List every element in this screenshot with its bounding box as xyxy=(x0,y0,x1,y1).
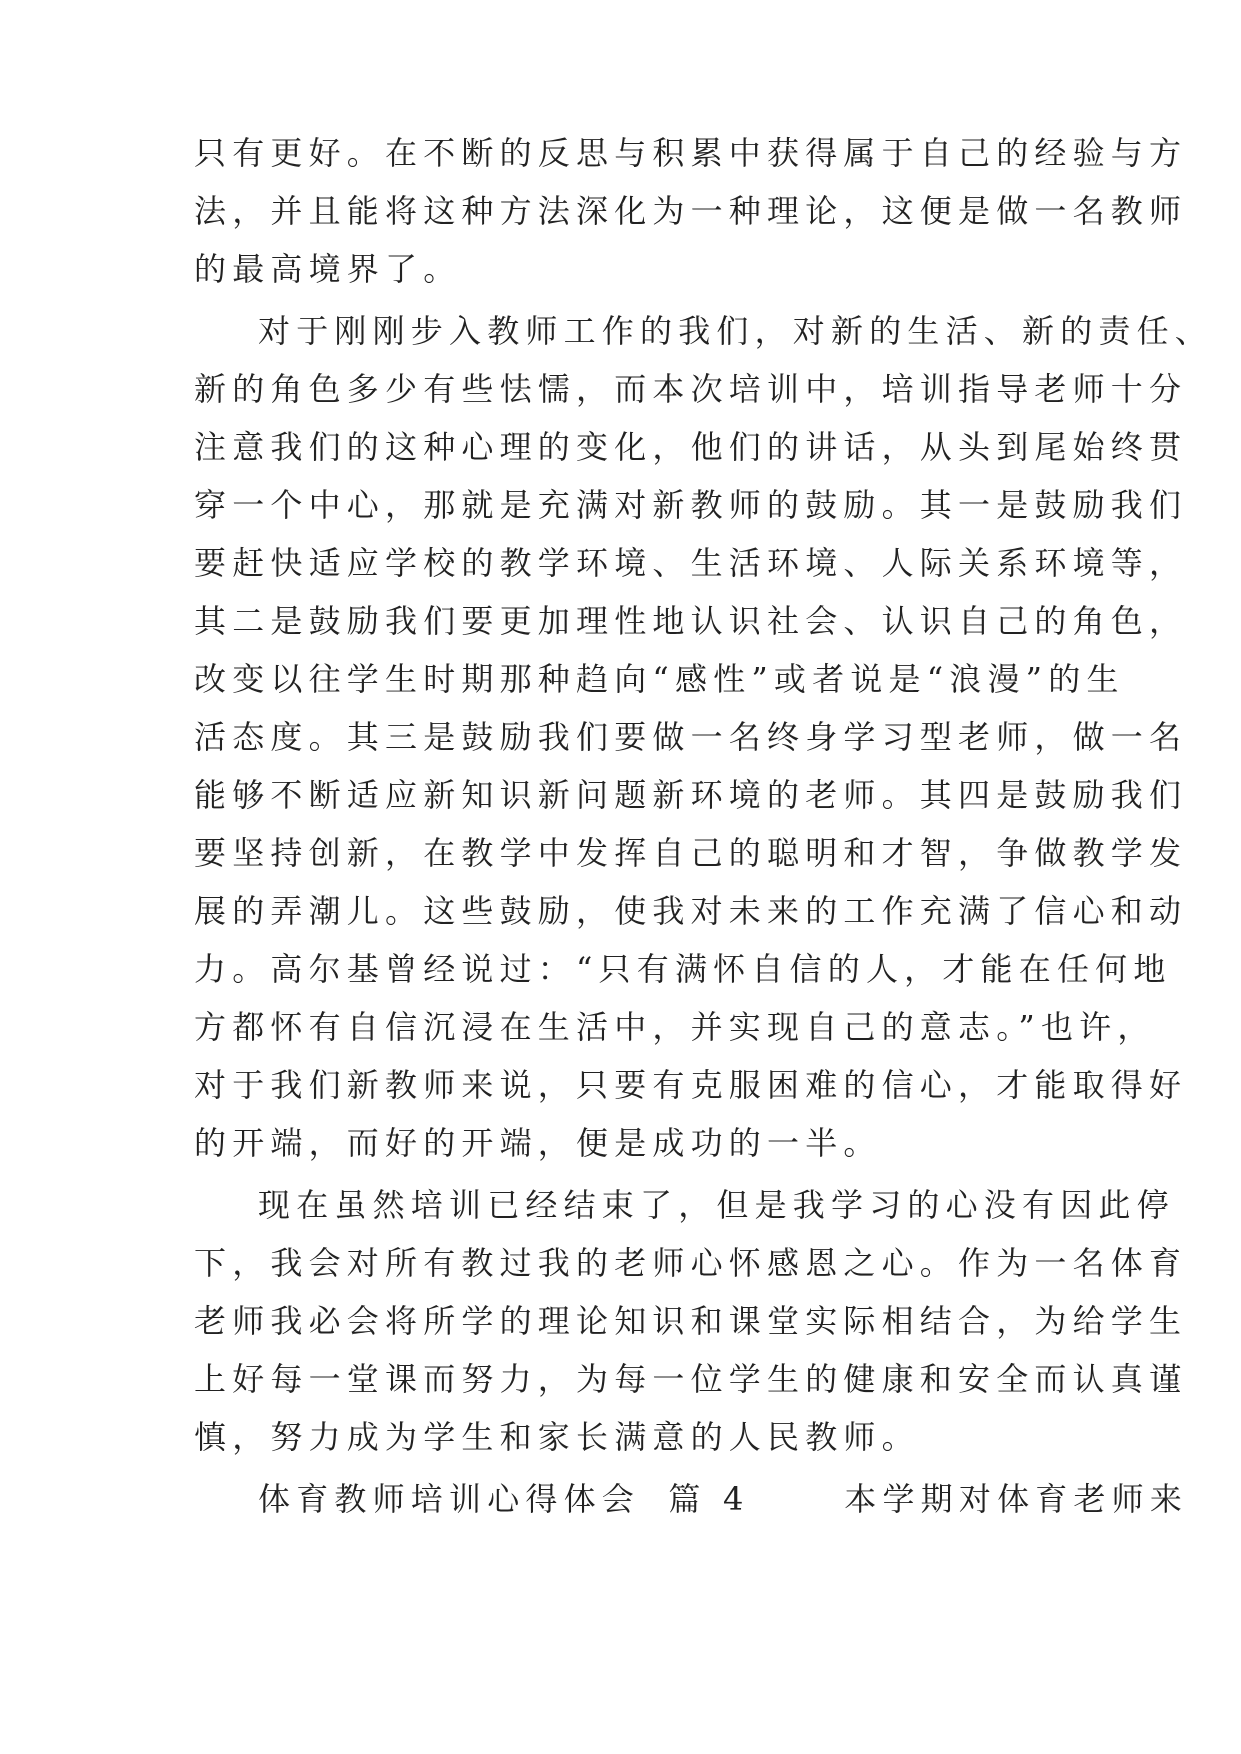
section-part-label: 篇 4 xyxy=(668,1480,750,1518)
text-line: 的开端，而好的开端，便是成功的一半。 xyxy=(194,1124,882,1162)
text-line: 活态度。其三是鼓励我们要做一名终身学习型老师，做一名 xyxy=(194,718,1188,756)
text-line: 只有更好。在不断的反思与积累中获得属于自己的经验与方 xyxy=(194,134,1188,172)
text-line: 能够不断适应新知识新问题新环境的老师。其四是鼓励我们 xyxy=(194,776,1188,814)
text-line: 要坚持创新，在教学中发挥自己的聪明和才智，争做教学发 xyxy=(194,834,1188,872)
text-line: 的最高境界了。 xyxy=(194,250,462,288)
text-line: 注意我们的这种心理的变化，他们的讲话，从头到尾始终贯 xyxy=(194,428,1188,466)
text-line: 新的角色多少有些怯懦，而本次培训中，培训指导老师十分 xyxy=(194,370,1188,408)
text-line: 慎，努力成为学生和家长满意的人民教师。 xyxy=(194,1418,920,1456)
text-line: 对于我们新教师来说，只要有克服困难的信心，才能取得好 xyxy=(194,1066,1188,1104)
text-line: 力。高尔基曾经说过：“只有满怀自信的人，才能在任何地 xyxy=(194,950,1172,988)
text-line: 穿一个中心，那就是充满对新教师的鼓励。其一是鼓励我们 xyxy=(194,486,1188,524)
text-line: 展的弄潮儿。这些鼓励，使我对未来的工作充满了信心和动 xyxy=(194,892,1188,930)
text-line: 下，我会对所有教过我的老师心怀感恩之心。作为一名体育 xyxy=(194,1244,1188,1282)
section-heading-line xyxy=(258,1470,1189,1528)
text-line: 改变以往学生时期那种趋向“感性”或者说是“浪漫”的生 xyxy=(194,660,1125,698)
text-line: 上好每一堂课而努力，为每一位学生的健康和安全而认真谨 xyxy=(194,1360,1188,1398)
text-line: 方都怀有自信沉浸在生活中，并实现自己的意志。”也许， xyxy=(194,1008,1156,1046)
text-line: 其二是鼓励我们要更加理性地认识社会、认识自己的角色， xyxy=(194,602,1188,640)
section-continuation-text: 本学期对体育老师来 xyxy=(844,1480,1189,1518)
section-title: 体育教师培训心得体会 xyxy=(258,1480,641,1518)
text-line: 法，并且能将这种方法深化为一种理论，这便是做一名教师 xyxy=(194,192,1188,230)
paragraph-first-line: 对于刚刚步入教师工作的我们，对新的生活、新的责任、 xyxy=(258,312,1214,350)
text-line: 老师我必会将所学的理论知识和课堂实际相结合，为给学生 xyxy=(194,1302,1188,1340)
text-line: 要赶快适应学校的教学环境、生活环境、人际关系环境等， xyxy=(194,544,1188,582)
paragraph-first-line: 现在虽然培训已经结束了，但是我学习的心没有因此停 xyxy=(258,1186,1175,1224)
